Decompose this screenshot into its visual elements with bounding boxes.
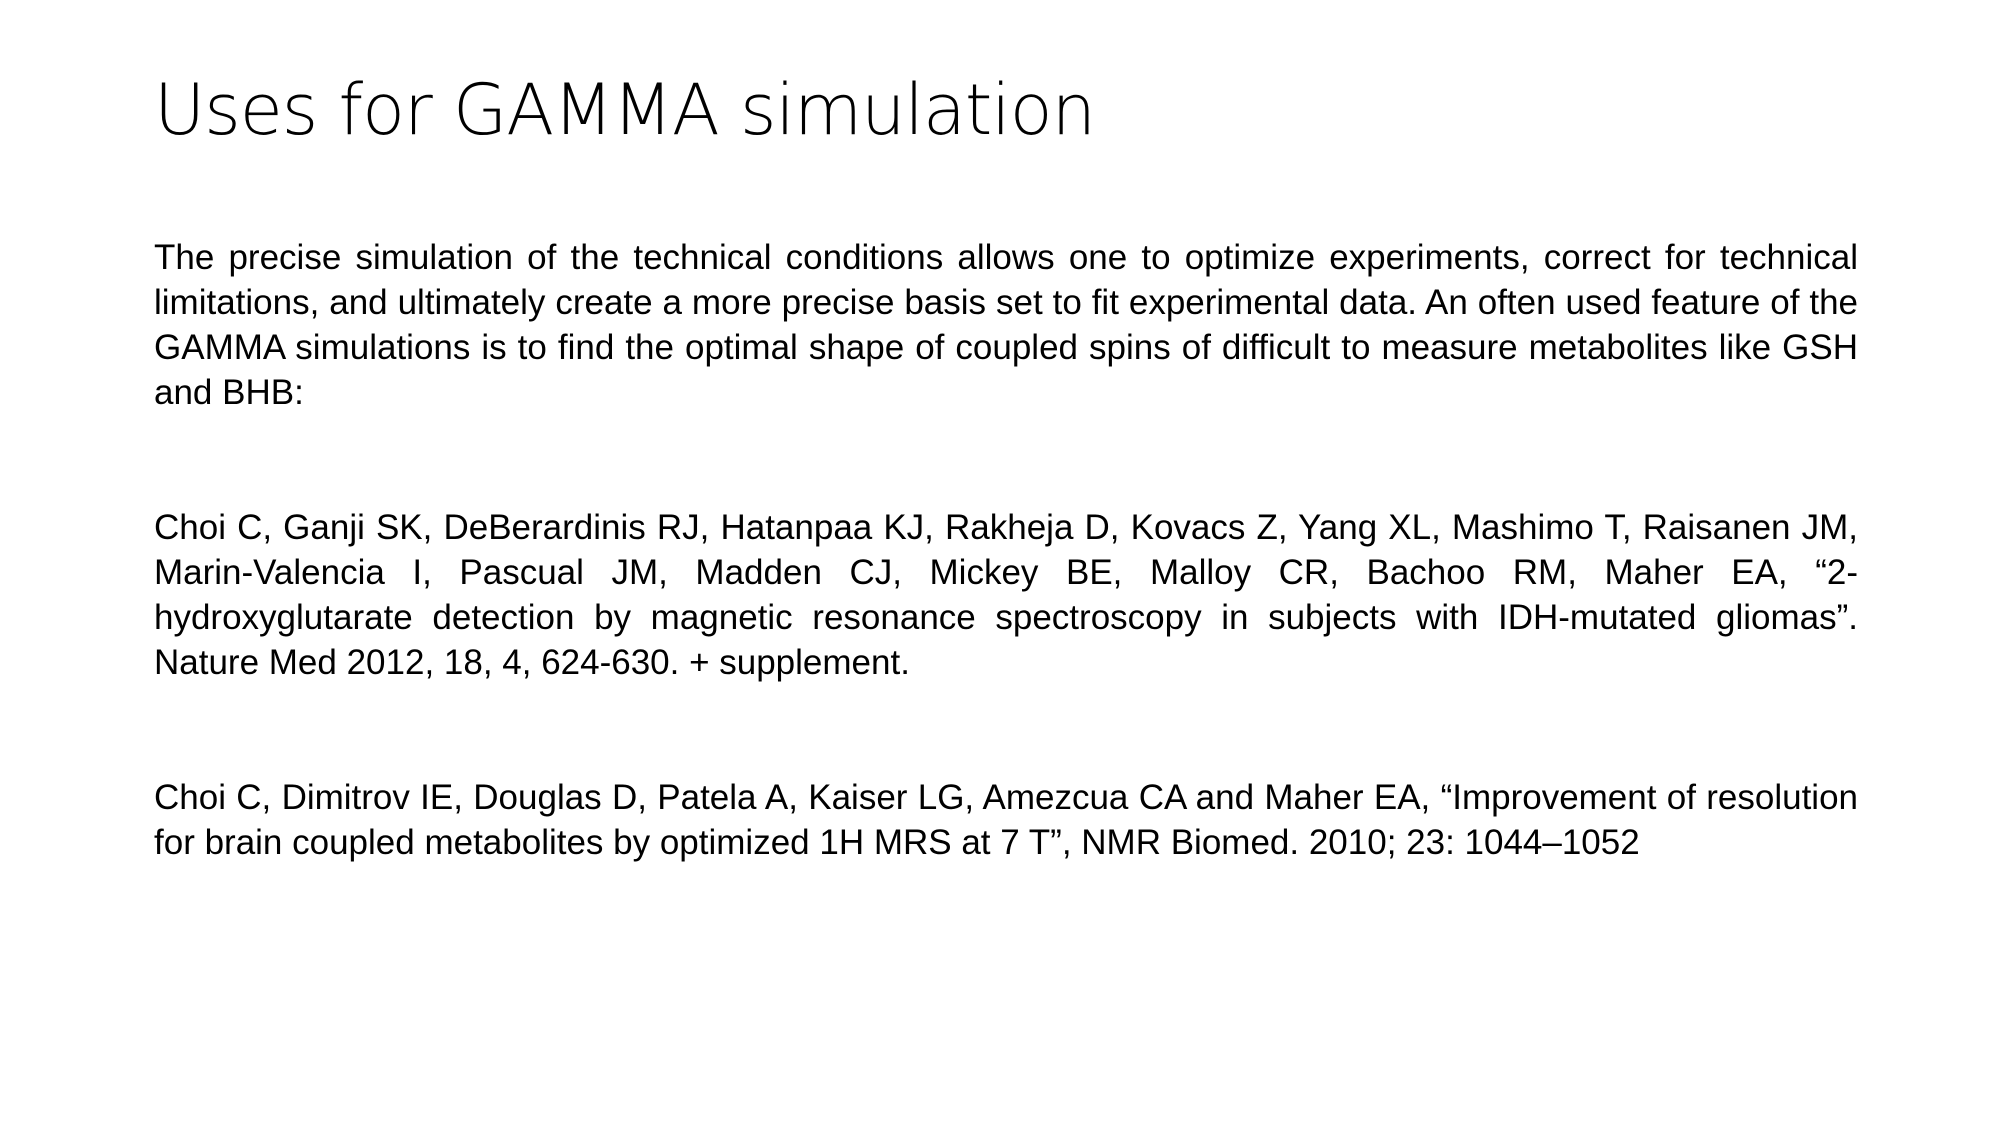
slide-title: Uses for GAMMA simulation bbox=[154, 69, 1095, 151]
reference-1: Choi C, Ganji SK, DeBerardinis RJ, Hatanpaa KJ, Rakheja D, Kovacs Z, Yang XL, Mashimo T, Raisanen JM, Marin-Valencia I, Pascual JM, Madden CJ, Mickey BE, Malloy CR, Bachoo RM, Maher EA, “2-hydroxyglutarate detection by magnetic resonance spectroscopy in subjects with IDH-mutated gliomas”. Nature Med 2012, 18, 4, 624-630. + supplement. bbox=[154, 508, 1858, 682]
intro-paragraph: The precise simulation of the technical conditions allows one to optimize experiments, correct for technical limitations, and ultimately create a more precise basis set to fit experimental data. An often used feature of the GAMMA simulations is to find the optimal shape of coupled spins of difficult to measure metabolites like GSH and BHB: bbox=[154, 238, 1858, 412]
slide-body bbox=[154, 235, 1858, 865]
reference-2: Choi C, Dimitrov IE, Douglas D, Patela A, Kaiser LG, Amezcua CA and Maher EA, “Improvement of resolution for brain coupled metabolites by optimized 1H MRS at 7 T”, NMR Biomed. 2010; 23: 1044–1052 bbox=[154, 778, 1858, 862]
